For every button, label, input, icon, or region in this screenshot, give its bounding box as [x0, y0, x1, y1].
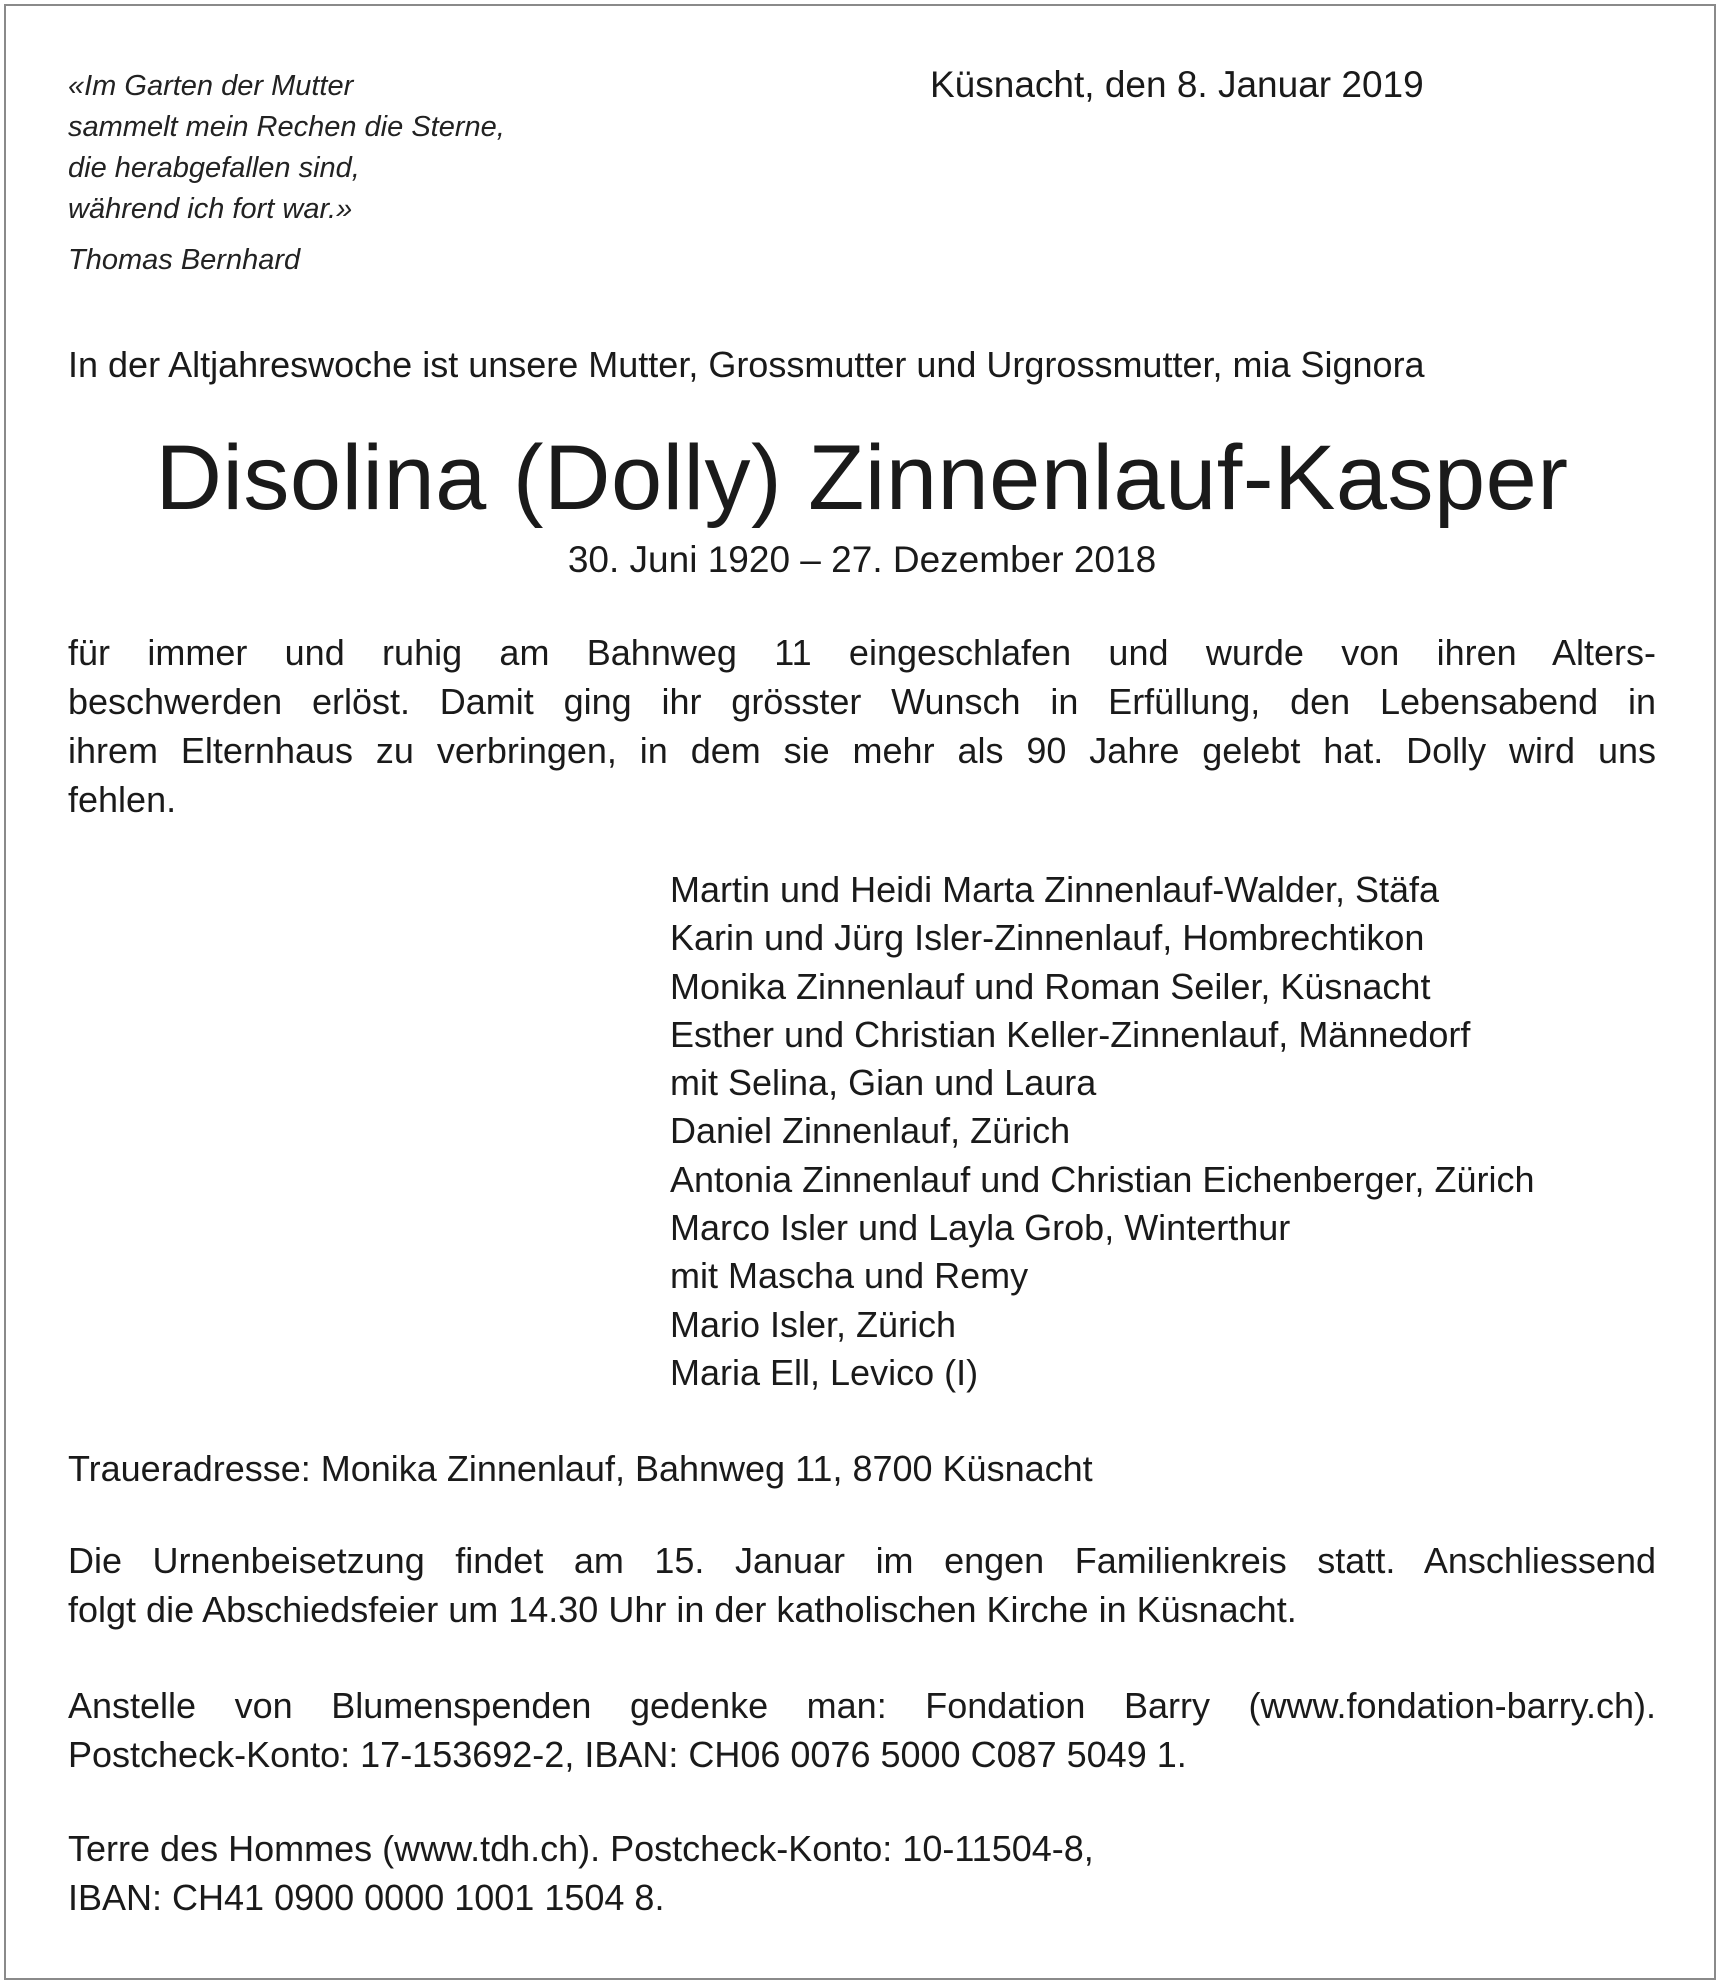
announcement-paragraph — [68, 628, 1656, 824]
ceremony-line: folgt die Abschiedsfeier um 14.30 Uhr in der katholischen Kirche in Küsnacht. — [68, 1589, 1297, 1630]
place-date: Küsnacht, den 8. Januar 2019 — [930, 64, 1424, 105]
quote-line: die herabgefallen sind, — [68, 152, 360, 184]
ceremony-info — [68, 1536, 1656, 1634]
tdh-line: Terre des Hommes (www.tdh.ch). Postcheck-Konto: 10-11504-8, — [68, 1828, 1094, 1869]
paragraph-line: fehlen. — [68, 779, 177, 820]
mourner-line: mit Mascha und Remy — [670, 1255, 1029, 1297]
mourner-line: Esther und Christian Keller-Zinnenlauf, Männedorf — [670, 1013, 1471, 1055]
tdh-donation-info — [68, 1824, 1656, 1922]
paragraph-line: für immer und ruhig am Bahnweg 11 eingeschlafen und wurde von ihren Alters- — [68, 632, 1656, 673]
donation-line: Anstelle von Blumenspenden gedenke man: Fondation Barry (www.fondation-barry.ch). — [68, 1685, 1656, 1726]
mourner-line: Daniel Zinnenlauf, Zürich — [670, 1110, 1071, 1152]
mourner-line: Marco Isler und Layla Grob, Winterthur — [670, 1207, 1291, 1249]
mourner-line: Monika Zinnenlauf und Roman Seiler, Küsnacht — [670, 965, 1431, 1007]
ceremony-line: Die Urnenbeisetzung findet am 15. Januar im engen Familienkreis statt. Anschliessend — [68, 1540, 1656, 1581]
donation-info — [68, 1681, 1656, 1779]
address-line: Traueradresse: Monika Zinnenlauf, Bahnweg 11, 8700 Küsnacht — [68, 1448, 1093, 1489]
mourning-address — [68, 1444, 1656, 1493]
epigraph-quote — [68, 66, 688, 281]
lifespan-dates: 30. Juni 1920 – 27. Dezember 2018 — [567, 539, 1157, 580]
mourner-line: Mario Isler, Zürich — [670, 1303, 957, 1345]
quote-author: Thomas Bernhard — [68, 244, 301, 276]
mourners-list — [670, 866, 1670, 1397]
quote-line: «Im Garten der Mutter — [68, 70, 354, 102]
quote-line: während ich fort war.» — [68, 193, 353, 225]
quote-line: sammelt mein Rechen die Sterne, — [68, 111, 505, 143]
mourner-line: Maria Ell, Levico (I) — [670, 1351, 979, 1393]
paragraph-line: ihrem Elternhaus zu verbringen, in dem sie mehr als 90 Jahre gelebt hat. Dolly wird uns — [68, 730, 1656, 771]
donation-line: Postcheck-Konto: 17-153692-2, IBAN: CH06 0076 5000 C087 5049 1. — [68, 1734, 1187, 1775]
mourner-line: Karin und Jürg Isler-Zinnenlauf, Hombrechtikon — [670, 917, 1425, 959]
intro-text: In der Altjahreswoche ist unsere Mutter, Grossmutter und Urgrossmutter, mia Signora — [68, 344, 1425, 385]
deceased-name: Disolina (Dolly) Zinnenlauf-Kasper — [155, 427, 1569, 529]
mourner-line: Antonia Zinnenlauf und Christian Eichenberger, Zürich — [670, 1158, 1535, 1200]
tdh-line: IBAN: CH41 0900 0000 1001 1504 8. — [68, 1877, 665, 1918]
paragraph-line: beschwerden erlöst. Damit ging ihr grösster Wunsch in Erfüllung, den Lebensabend in — [68, 681, 1656, 722]
mourner-line: Martin und Heidi Marta Zinnenlauf-Walder, Stäfa — [670, 869, 1440, 910]
mourner-line: mit Selina, Gian und Laura — [670, 1062, 1097, 1104]
